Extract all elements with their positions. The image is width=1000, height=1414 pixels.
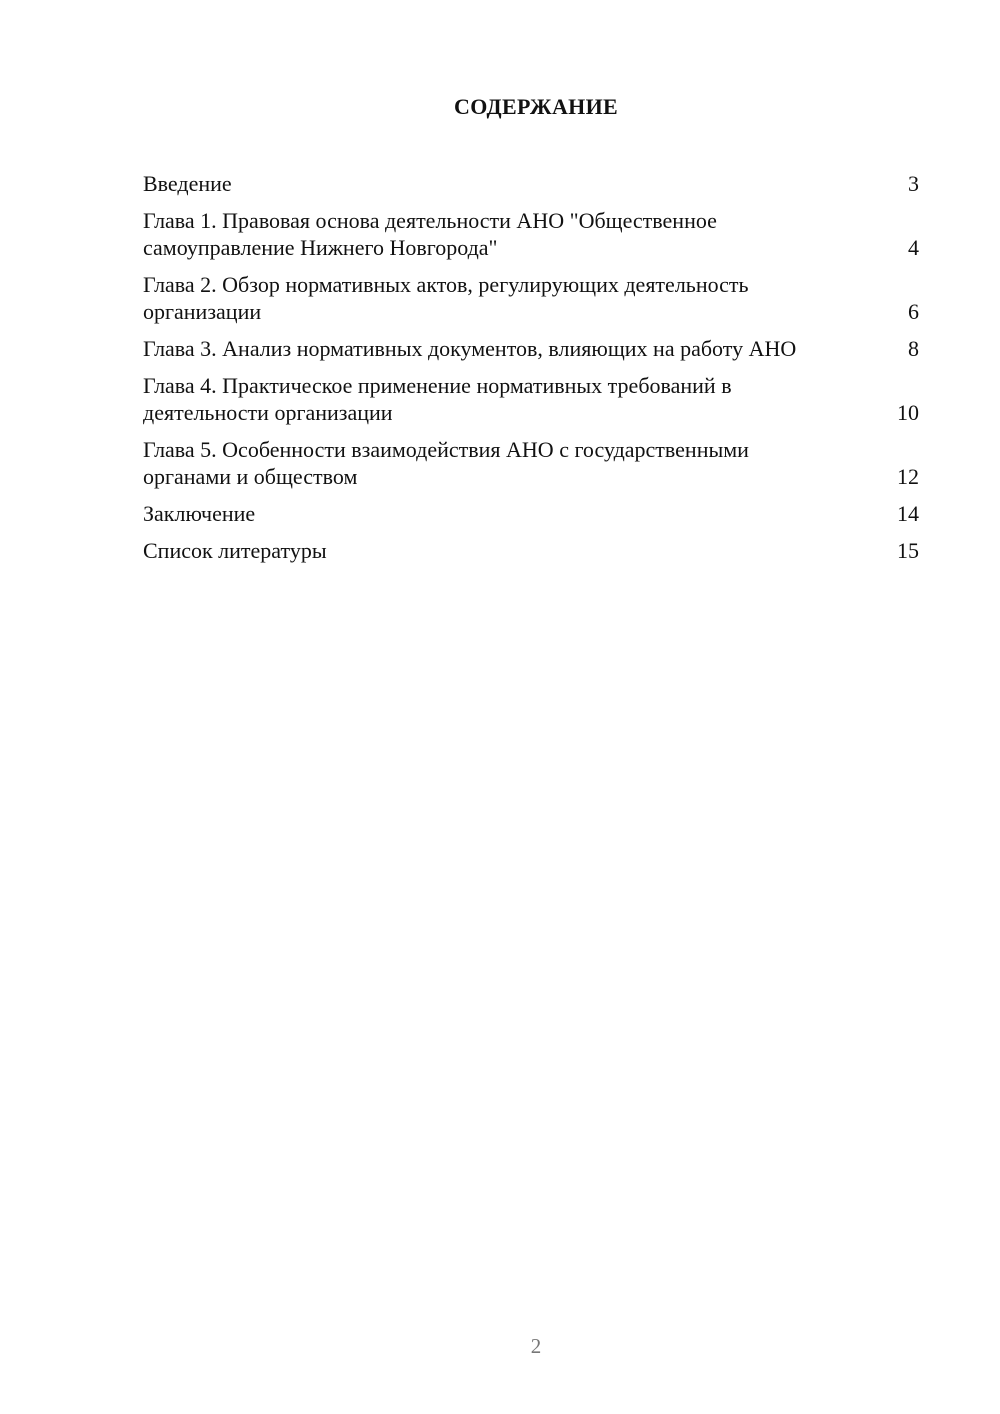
toc-entry-chapter-4[interactable] xyxy=(143,372,919,426)
toc-entry-page: 15 xyxy=(897,538,919,563)
toc-entry-page: 4 xyxy=(908,235,919,260)
toc-entry-title: Глава 5. Особенности взаимодействия АНО с государственными органами и обществом xyxy=(143,437,749,489)
toc-entry-chapter-5[interactable] xyxy=(143,436,919,490)
toc-entry-title: Глава 2. Обзор нормативных актов, регулирующих деятельность организации xyxy=(143,272,749,324)
toc-entry-page: 8 xyxy=(908,336,919,361)
toc-entry-page: 6 xyxy=(908,299,919,324)
page-title: СОДЕРЖАНИЕ xyxy=(454,94,618,119)
table-of-contents xyxy=(143,170,919,574)
page-number: 2 xyxy=(530,1334,542,1358)
toc-entry-title: Введение xyxy=(143,171,232,196)
toc-entry-page: 14 xyxy=(897,501,919,526)
toc-entry-title: Глава 1. Правовая основа деятельности АНО "Общественное самоуправление Нижнего Новгорода" xyxy=(143,208,717,260)
toc-entry-introduction[interactable] xyxy=(143,170,919,197)
toc-entry-bibliography[interactable] xyxy=(143,537,919,564)
toc-entry-chapter-2[interactable] xyxy=(143,271,919,325)
toc-entry-title: Глава 3. Анализ нормативных документов, влияющих на работу АНО xyxy=(143,336,797,361)
toc-entry-title: Глава 4. Практическое применение нормативных требований в деятельности организации xyxy=(143,373,732,425)
toc-entry-title: Заключение xyxy=(143,501,256,526)
toc-entry-page: 12 xyxy=(897,464,919,489)
toc-entry-chapter-1[interactable] xyxy=(143,207,919,261)
toc-entry-conclusion[interactable] xyxy=(143,500,919,527)
toc-entry-chapter-3[interactable] xyxy=(143,335,919,362)
toc-entry-page: 10 xyxy=(897,400,919,425)
toc-entry-page: 3 xyxy=(908,171,919,196)
toc-entry-title: Список литературы xyxy=(143,538,327,563)
